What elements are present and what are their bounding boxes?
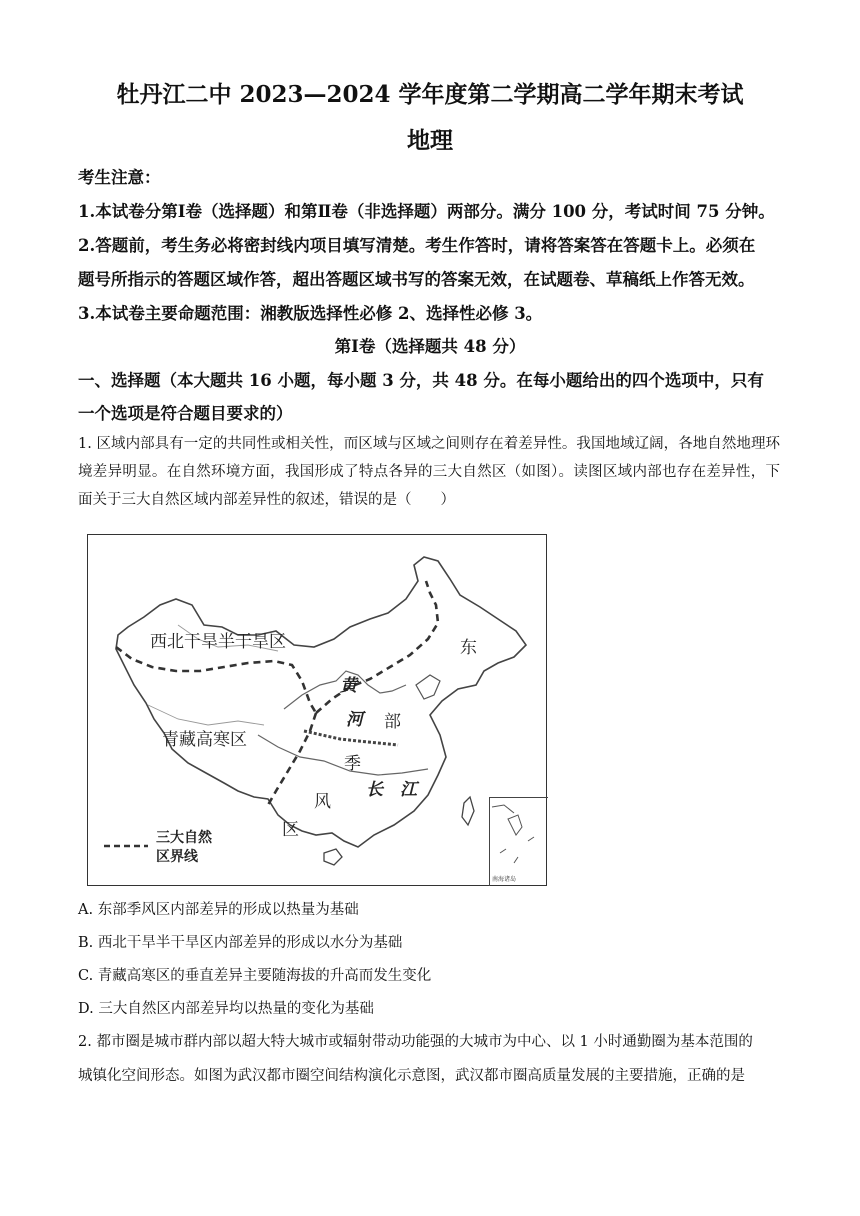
- label-yangtze-2: 江: [400, 780, 417, 800]
- notice-heading: 考生注意：: [78, 168, 161, 187]
- china-natural-regions-map: [87, 534, 547, 886]
- boundary-east: [316, 581, 438, 713]
- part1-instruction-2: 一个选项是符合题目要求的）: [78, 404, 293, 423]
- legend-label-line1: 三大自然: [156, 830, 212, 846]
- question-1-stem: 1. 区域内部具有一定的共同性或相关性，而区域与区域之间则存在着差异性。我国地域辽阔，各地自然地理环境差异明显。在自然环境方面，我国形成了特点各异的三大自然区（如图）。读图区域内部也存在差异性，下面关于三大自然区域内部差异性的叙述，错误的是（ ）: [78, 436, 780, 508]
- option-d: D. 三大自然区内部差异均以热量的变化为基础: [78, 1001, 374, 1017]
- notice-item-1: 1.本试卷分第Ⅰ卷（选择题）和第Ⅱ卷（非选择题）两部分。满分 100 分，考试时间 75 分钟。: [78, 202, 775, 221]
- qinling-huaihe-line: [304, 731, 398, 745]
- question-2-line-1: 2. 都市圈是城市群内部以超大特大城市或辐射带动功能强的大城市为中心、以 1 小时通勤圈为基本范围的: [78, 1034, 753, 1050]
- label-east-4: 风: [314, 792, 331, 812]
- label-tibet-cold-region: 青藏高寒区: [162, 730, 247, 750]
- part1-title: 第Ⅰ卷（选择题共 48 分）: [334, 337, 526, 356]
- label-northwest-arid-region: 西北干旱半干旱区: [150, 632, 286, 652]
- part1-instruction-1: 一、选择题（本大题共 16 小题，每小题 3 分，共 48 分。在每小题给出的四个选项中，只有: [78, 371, 764, 390]
- taiwan-island: [462, 797, 474, 825]
- notice-item-2: 2.答题前，考生务必将密封线内项目填写清楚。考生作答时，请将答案答在答题卡上。必须在: [78, 236, 756, 255]
- option-c: C. 青藏高寒区的垂直差异主要随海拔的升高而发生变化: [78, 968, 432, 984]
- exam-title: 牡丹江二中 2023—2024 学年度第二学期高二学年期末考试: [116, 81, 744, 108]
- label-east-5: 区: [282, 820, 299, 840]
- question-2-line-2: 城镇化空间形态。如图为武汉都市圈空间结构演化示意图，武汉都市圈高质量发展的主要措施，正确的是: [78, 1068, 745, 1084]
- label-yellow-river-1: 黄: [340, 676, 357, 696]
- option-b: B. 西北干旱半干旱区内部差异的形成以水分为基础: [78, 935, 403, 951]
- yangtze-river: [258, 735, 428, 775]
- notice-item-4: 3.本试卷主要命题范围：湘教版选择性必修 2、选择性必修 3。: [78, 304, 543, 323]
- hainan-island: [324, 849, 342, 865]
- label-yellow-river-2: 河: [346, 710, 363, 730]
- label-east-2: 部: [384, 712, 401, 732]
- notice-item-3: 题号所指示的答题区域作答，超出答题区域书写的答案无效，在试题卷、草稿纸上作答无效。: [78, 270, 755, 289]
- label-yangtze-1: 长: [366, 780, 383, 800]
- label-east-3: 季: [344, 754, 361, 774]
- option-a: A. 东部季风区内部差异的形成以热量为基础: [78, 902, 359, 918]
- subject-title: 地理: [407, 127, 453, 154]
- legend-label-line2: 区界线: [156, 849, 198, 865]
- south-china-sea-inset: [489, 797, 548, 886]
- label-east-1: 东: [460, 638, 477, 658]
- inset-caption: 南海诸岛: [492, 876, 517, 883]
